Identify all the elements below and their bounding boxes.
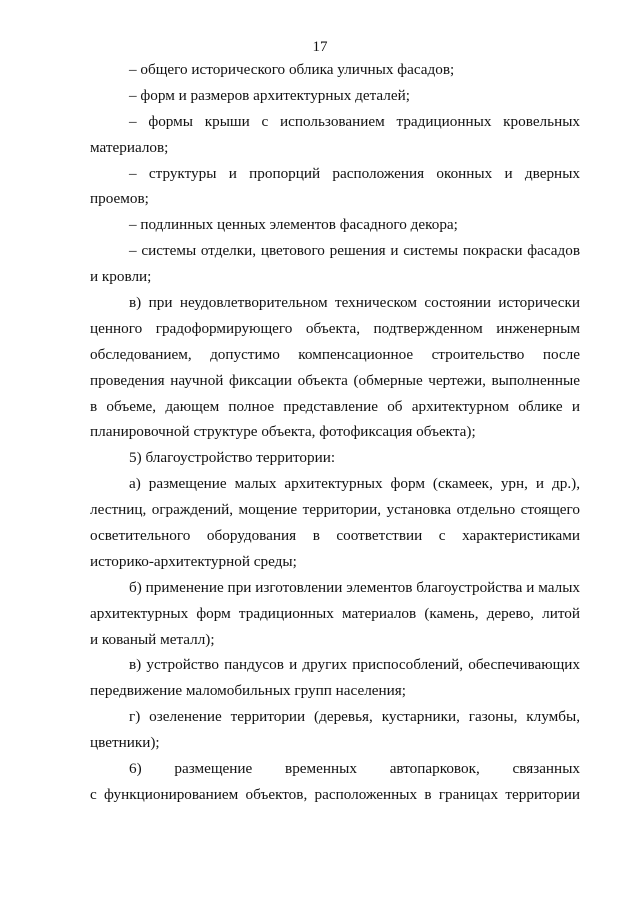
text-line: в) при неудовлетворительном техническом состоянии исторически xyxy=(129,294,580,312)
text-line: – структуры и пропорций расположения оконных и дверных xyxy=(129,164,580,182)
text-line: осветительного оборудования в соответствии с характеристиками xyxy=(90,527,580,545)
text-line: обследованием, допустимо компенсационное строительство после xyxy=(90,345,580,363)
text-line: – общего исторического облика уличных фасадов; xyxy=(129,61,455,78)
text-line: 6) размещение временных автопарковок, связанных xyxy=(129,760,580,778)
text-line: с функционированием объектов, расположенных в границах территории xyxy=(90,785,580,803)
text-line: и кровли; xyxy=(90,268,152,286)
text-line: проведения научной фиксации объекта (обмерные чертежи, выполненные xyxy=(90,371,580,389)
text-line: проемов; xyxy=(90,190,149,208)
text-line: в) устройство пандусов и других приспособлений, обеспечивающих xyxy=(129,656,580,674)
text-line: историко-архитектурной среды; xyxy=(90,552,297,570)
text-line: материалов; xyxy=(90,138,169,156)
text-line: – формы крыши с использованием традиционных кровельных xyxy=(129,112,580,130)
text-line: планировочной структуре объекта, фотофиксация объекта); xyxy=(90,423,476,441)
page-number: 17 xyxy=(312,39,328,55)
text-line: передвижение маломобильных групп населения; xyxy=(90,682,406,700)
document-body xyxy=(90,57,580,808)
text-line: б) применение при изготовлении элементов благоустройства и малых xyxy=(129,578,580,596)
text-line: г) озеленение территории (деревья, кустарники, газоны, клумбы, xyxy=(129,708,580,726)
text-line: и кованый металл); xyxy=(90,630,215,648)
text-line: – системы отделки, цветового решения и системы покраски фасадов xyxy=(129,242,580,260)
text-line: цветники); xyxy=(90,734,160,752)
text-line: в объеме, дающем полное представление об архитектурном облике и xyxy=(90,397,580,415)
text-line: а) размещение малых архитектурных форм (скамеек, урн, и др.), xyxy=(129,475,580,493)
text-line: – форм и размеров архитектурных деталей; xyxy=(129,86,410,104)
text-line: лестниц, ограждений, мощение территории, установка отдельно стоящего xyxy=(90,501,580,519)
text-line: 5) благоустройство территории: xyxy=(129,449,336,467)
text-line: – подлинных ценных элементов фасадного декора; xyxy=(129,216,458,234)
text-line: архитектурных форм традиционных материалов (камень, дерево, литой xyxy=(90,604,580,622)
text-line: ценного градоформирующего объекта, подтвержденном инженерным xyxy=(90,319,580,337)
